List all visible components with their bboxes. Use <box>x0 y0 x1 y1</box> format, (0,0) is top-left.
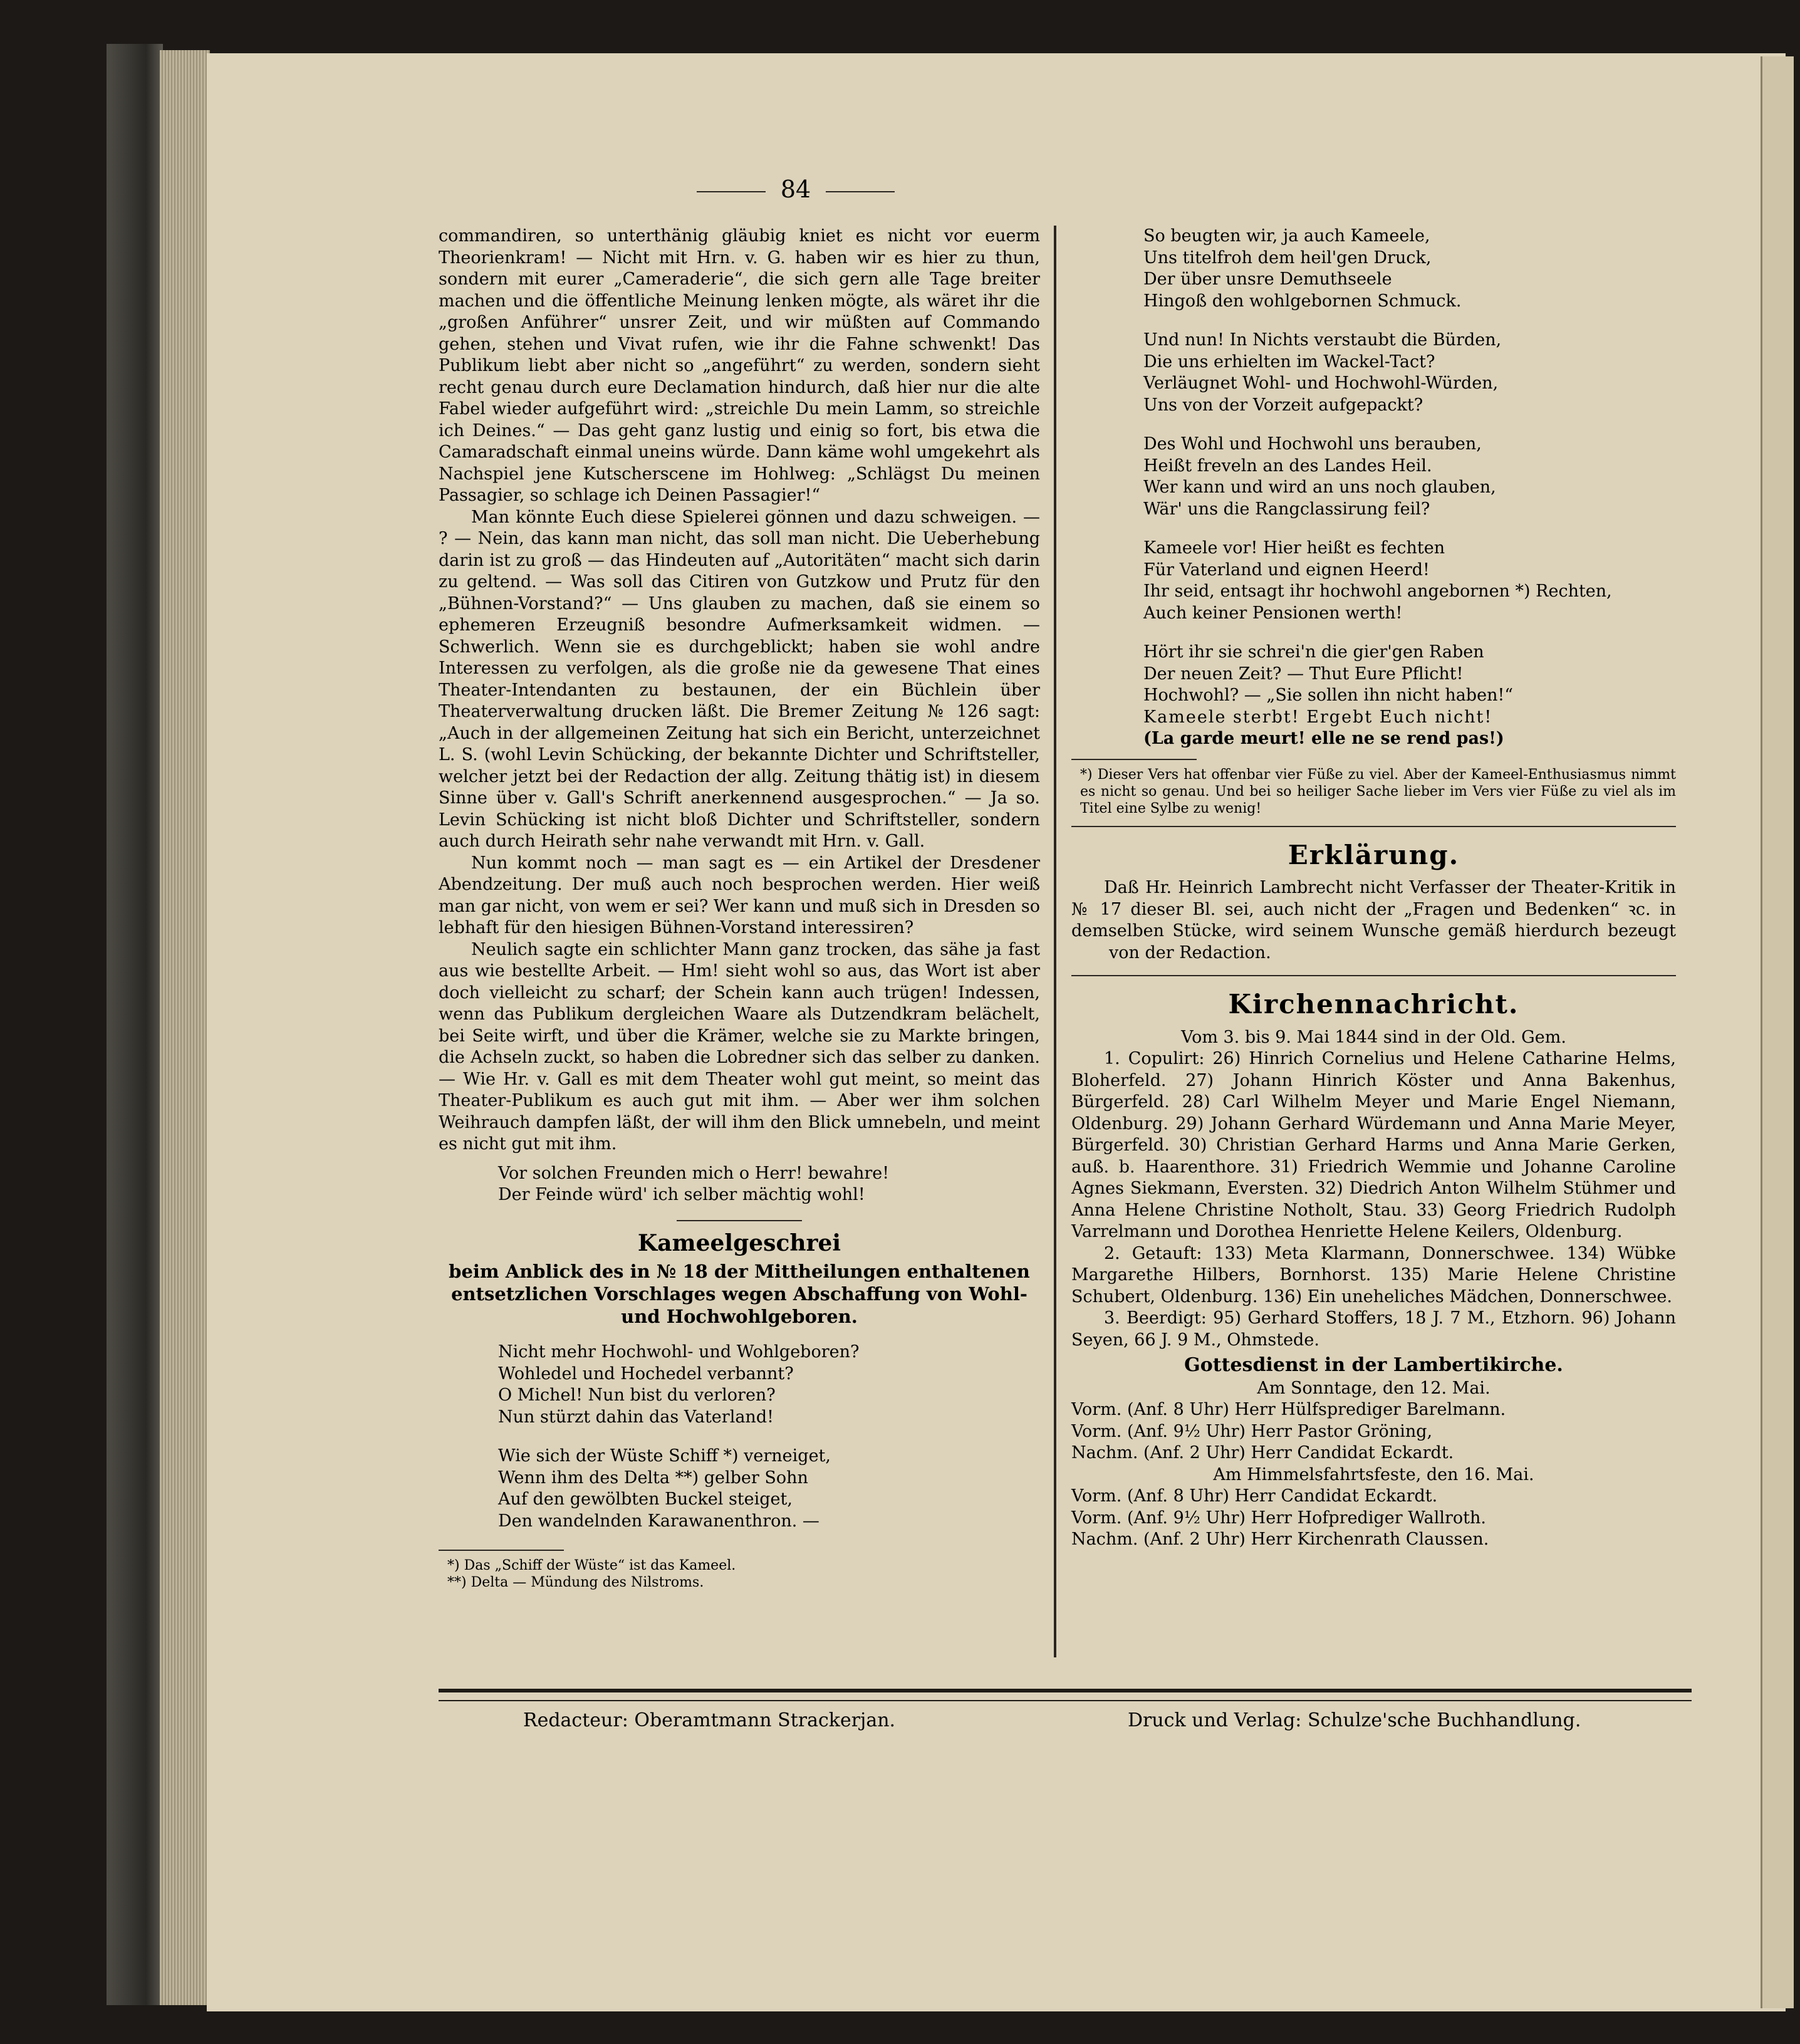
service-row: Vorm. (Anf. 8 Uhr) Herr Candidat Eckardt. <box>1071 1486 1438 1506</box>
church-entries: 3. Beerdigt: 95) Gerhard Stoffers, 18 J. 7 M., Etzhorn. 96) Johann Seyen, 66 J. 9 M., Ohmstede. <box>1071 1308 1676 1350</box>
footnote: **) Delta — Mündung des Nilstroms. <box>447 1575 704 1590</box>
poem-title: Kameelgeschrei <box>637 1229 841 1256</box>
poem-subtitle: beim Anblick des in № 18 der Mittheilungen enthaltenen entsetzlichen Vorschlages wegen Abschaffung von Wohl- und Hochwohlgeboren. <box>449 1261 1030 1327</box>
poem <box>498 1342 1040 1532</box>
section-rule <box>1071 826 1676 827</box>
verse: Die uns erhielten im Wackel-Tact? <box>1143 352 1435 372</box>
separator <box>677 1220 802 1221</box>
verse: Ihr seid, entsagt ihr hochwohl angebornen *) Rechten, <box>1143 581 1612 601</box>
stanza <box>1143 330 1676 416</box>
service-row: Nachm. (Anf. 2 Uhr) Herr Kirchenrath Claussen. <box>1071 1530 1489 1549</box>
paragraph: Man könnte Euch diese Spielerei gönnen und dazu schweigen. — ? — Nein, das kann man nicht, das soll man nicht. Die Ueberhebung darin ist zu groß — das Hindeuten auf „Autoritäten“ macht sich darin zu geltend. — Was soll das Citiren von Gutzkow und Prutz für den „Bühnen-Vorstand?“ — Uns glauben zu machen, daß sie einem so ephemeren Erzeugniß besondre Aufmerksamkeit widmen. — Schwerlich. Wenn sie es durchgeblickt; haben sie wohl andre Interessen zu verfolgen, als die große nie da gewesene That eines Theater-Intendanten zu bestaunen, der ein Büchlein über Theaterverwaltung drucken läßt. Die Bremer Zeitung № 126 sagt: „Auch in der allgemeinen Zeitung hat sich ein Bericht, unterzeichnet L. S. (wohl Levin Schücking, der bekannte Dichter und Schriftsteller, welcher jetzt bei der Redaction der allg. Zeitung thätig ist) in diesem Sinne über v. Gall's Schrift anerkennend ausgesprochen.“ — Ja so. Levin Schücking ist nicht bloß Dichter und Schriftsteller, sondern auch durch Heirath sehr nahe verwandt mit Hrn. v. Gall. <box>439 507 1040 851</box>
verse: Kameele vor! Hier heißt es fechten <box>1143 538 1445 558</box>
verse: Der über unsre Demuthseele <box>1143 269 1392 289</box>
declaration-title: Erklärung. <box>1288 839 1460 870</box>
verse: Wie sich der Wüste Schiff *) verneiget, <box>498 1446 831 1466</box>
stanza <box>1143 642 1676 750</box>
service-row: Nachm. (Anf. 2 Uhr) Herr Candidat Eckardt. <box>1071 1443 1454 1463</box>
left-column <box>439 226 1040 1591</box>
verse: Heißt freveln an des Landes Heil. <box>1143 456 1432 476</box>
verse: (La garde meurt! elle ne se rend pas!) <box>1143 729 1504 748</box>
verse: Hingoß den wohlgebornen Schmuck. <box>1143 291 1462 311</box>
page-edges <box>160 50 210 2005</box>
facing-page-edge <box>1761 56 1794 2008</box>
stanza <box>498 1446 1040 1532</box>
verse: Wohledel und Hochedel verbannt? <box>498 1364 794 1384</box>
service-day: Am Sonntage, den 12. Mai. <box>1257 1378 1490 1398</box>
service-row: Vorm. (Anf. 9½ Uhr) Herr Hofprediger Wallroth. <box>1071 1508 1486 1528</box>
church-intro: Vom 3. bis 9. Mai 1844 sind in der Old. Gem. <box>1181 1027 1566 1047</box>
verse: Für Vaterland und eignen Heerd! <box>1143 560 1430 580</box>
verse: Auch keiner Pensionen werth! <box>1143 603 1403 623</box>
stanza <box>1143 226 1676 312</box>
verse: Hört ihr sie schrei'n die gier'gen Raben <box>1143 642 1484 662</box>
verse: Wenn ihm des Delta **) gelber Sohn <box>498 1468 808 1488</box>
service-day: Am Himmelsfahrtsfeste, den 16. Mai. <box>1213 1464 1534 1484</box>
church-entries: 2. Getauft: 133) Meta Klarmann, Donnerschwee. 134) Wübke Margarethe Hilbers, Bornhorst. 135) Marie Helene Christine Schubert, Oldenburg. 136) Ein uneheliches Mädchen, Donnerschwee. <box>1071 1243 1676 1306</box>
service-row: Vorm. (Anf. 9½ Uhr) Herr Pastor Gröning, <box>1071 1421 1433 1441</box>
paragraph: commandiren, so unterthänig gläubig kniet es nicht vor euerm Theorienkram! — Nicht mit Hrn. v. G. haben wir es hier zu thun, sondern mit eurer „Cameraderie“, die sich gern alle Tage breiter machen und die öffentliche Meinung lenken mögte, als wäret ihr die „großen Anführer“ unsrer Zeit, und wir müßten auf Commando gehen, stehen und Vivat rufen, wie ihr die Fahne schwenkt! Das Publikum liebt aber nicht so „angeführt“ zu werden, sondern sieht recht genau durch eure Declamation hindurch, daß hier nur die alte Fabel wieder aufgeführt wird: „streichle Du mein Lamm, so streichle ich Deines.“ — Das geht ganz lustig und einig so fort, bis etwa die Camaradschaft einmal uneins würde. Dann käme wohl umgekehrt als Nachspiel jene Kutscherscene im Hohlweg: „Schlägst Du meinen Passagier, so schlage ich Deinen Passagier!“ <box>439 226 1040 505</box>
footnote-rule <box>1071 759 1197 760</box>
verse: Wär' uns die Rangclassirung feil? <box>1143 499 1430 519</box>
footnote-rule <box>439 1550 564 1551</box>
bottom-rule <box>439 1689 1692 1701</box>
right-column <box>1071 226 1676 1551</box>
paragraph: Nun kommt noch — man sagt es — ein Artikel der Dresdener Abendzeitung. Der muß auch noch besprochen werden. Hier weiß man gar nicht, von wem er sei? Wer kann und muß sich in Dresden so lebhaft für den hiesigen Bühnen-Vorstand interessiren? <box>439 853 1040 937</box>
motto-line: Der Feinde würd' ich selber mächtig wohl! <box>498 1185 865 1204</box>
verse: Nicht mehr Hochwohl- und Wohlgeboren? <box>498 1342 860 1362</box>
verse: Nun stürzt dahin das Vaterland! <box>498 1407 774 1427</box>
motto <box>498 1163 1040 1206</box>
declaration-text: Daß Hr. Heinrich Lambrecht nicht Verfasser der Theater-Kritik in № 17 dieser Bl. sei, auch nicht der „Fragen und Bedenken“ ꝛc. in demselben Stücke, wird seinem Wunsche gemäß hierdurch bezeugt von der Redaction. <box>1071 878 1676 962</box>
motto-line: Vor solchen Freunden mich o Herr! bewahre! <box>498 1163 890 1183</box>
editor-imprint: Redacteur: Oberamtmann Strackerjan. <box>523 1709 896 1731</box>
verse: O Michel! Nun bist du verloren? <box>498 1385 776 1405</box>
footnote: *) Dieser Vers hat offenbar vier Füße zu viel. Aber der Kameel-Enthusiasmus nimmt es nicht so genau. Und bei so heiliger Sache lieber im Vers vier Füße zu viel als im Titel eine Sylbe zu wenig! <box>1080 766 1676 816</box>
verse: Auf den gewölbten Buckel steiget, <box>498 1489 793 1509</box>
verse: Hochwohl? — „Sie sollen ihn nicht haben!“ <box>1143 686 1514 705</box>
page-number: 84 <box>545 175 1046 203</box>
stanza <box>1143 434 1676 520</box>
verse: Und nun! In Nichts verstaubt die Bürden, <box>1143 330 1502 350</box>
declaration-signature: von der Redaction. <box>1109 942 1271 962</box>
verse: So beugten wir, ja auch Kameele, <box>1143 226 1430 246</box>
section-rule <box>1071 975 1676 976</box>
stanza <box>1143 538 1676 624</box>
stanza <box>498 1342 1040 1428</box>
church-news-title: Kirchennachricht. <box>1228 989 1519 1019</box>
book-binding <box>107 44 163 2005</box>
service-row: Vorm. (Anf. 8 Uhr) Herr Hülfsprediger Barelmann. <box>1071 1400 1506 1419</box>
verse: Den wandelnden Karawanenthron. — <box>498 1511 819 1531</box>
church-entries: 1. Copulirt: 26) Hinrich Cornelius und Helene Catharine Helms, Bloherfeld. 27) Johann Hinrich Köster und Anna Bakenhus, Bürgerfeld. 28) Carl Wilhelm Meyer und Marie Engel Niemann, Oldenburg. 29) Johann Gerhard Würdemann und Anna Marie Meyer, Bürgerfeld. 30) Christian Gerhard Harms und Anna Marie Gerken, auß. b. Haarenthore. 31) Friedrich Wemmie und Johanne Caroline Agnes Siekmann, Eversten. 32) Diedrich Anton Wilhelm Stühmer und Anna Helene Christine Notholt, Stau. 33) Georg Friedrich Rudolph Varrelmann und Dorothea Henriette Helene Keilers, Oldenburg. <box>1071 1049 1676 1241</box>
verse: Uns von der Vorzeit aufgepackt? <box>1143 395 1423 415</box>
verse: Des Wohl und Hochwohl uns berauben, <box>1143 434 1482 454</box>
service-title: Gottesdienst in der Lambertikirche. <box>1184 1354 1563 1376</box>
poem-continuation <box>1143 226 1676 750</box>
verse: Kameele sterbt! Ergebt Euch nicht! <box>1143 707 1493 727</box>
footnote: *) Das „Schiff der Wüste“ ist das Kameel. <box>447 1558 736 1573</box>
paragraph: Neulich sagte ein schlichter Mann ganz trocken, das sähe ja fast aus wie bestellte Arbeit. — Hm! sieht wohl so aus, das Wort ist aber doch vielleicht zu scharf; der Schein kann auch trügen! Indessen, wenn das Publikum dergleichen Waare als Dutzendkram belächelt, bei Seite wirft, und über die Krämer, welche sie zu Markte bringen, die Achseln zuckt, so haben die Lobredner sich das selber zu danken. — Wie Hr. v. Gall es mit dem Theater wohl gut meint, so meint das Theater-Publikum es auch gut mit ihm. — Aber wer ihm solchen Weihrauch dampfen läßt, der will ihm den Blick umnebeln, und meint es nicht gut mit ihm. <box>439 939 1040 1154</box>
verse: Verläugnet Wohl- und Hochwohl-Würden, <box>1143 373 1499 393</box>
column-rule <box>1054 226 1056 1657</box>
verse: Der neuen Zeit? — Thut Eure Pflicht! <box>1143 664 1464 684</box>
printer-imprint: Druck und Verlag: Schulze'sche Buchhandlung. <box>1128 1709 1581 1731</box>
verse: Uns titelfroh dem heil'gen Druck, <box>1143 248 1432 268</box>
verse: Wer kann und wird an uns noch glauben, <box>1143 477 1496 497</box>
